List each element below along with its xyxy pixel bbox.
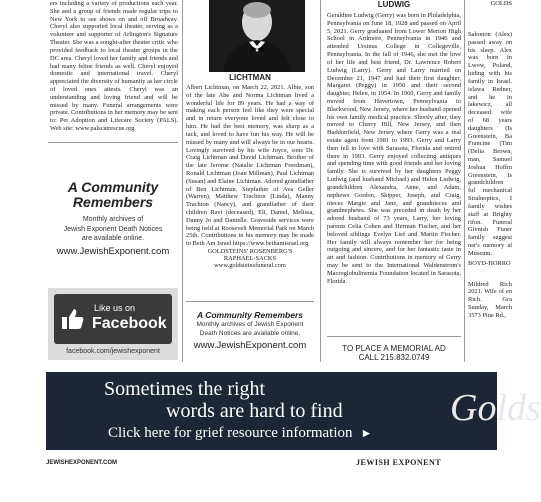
- thumbs-up-icon: [60, 306, 86, 332]
- column-rule: [464, 0, 465, 362]
- funeral-home-name: GOLDSTEINS' ROSENBERG'S: [207, 248, 293, 256]
- obituary-name: LICHTMAN: [229, 73, 271, 82]
- funeral-home-url[interactable]: www.goldsteinsfuneral.com: [214, 262, 286, 270]
- facebook-ad[interactable]: [48, 288, 178, 360]
- divider: [48, 142, 178, 143]
- grief-resource-banner[interactable]: [46, 372, 541, 450]
- promo-text-line2: Jewish Exponent Death Notices: [63, 225, 163, 233]
- footer-site-url: JEWISHEXPONENT.COM: [46, 460, 118, 466]
- banner-cta-text: Click here for grief resource information: [108, 425, 353, 441]
- arrow-right-icon: ►: [360, 426, 373, 440]
- lichtman-photo: [209, 0, 305, 72]
- obituary-text-2: Mildred Rich 2021. Wife of en Rich. Gra Sunday, March 3573 Pine Rd.,: [468, 280, 512, 319]
- promo-text-line1: Monthly archives of Jewish Exponent: [196, 321, 304, 328]
- ludwig-obituary: [327, 0, 461, 330]
- obituary-name: LUDWIG: [377, 0, 411, 9]
- column-rule: [320, 0, 321, 362]
- obituary-column-4: [468, 0, 512, 365]
- banner-logo: Golds: [450, 387, 541, 429]
- funeral-home-fragment: GOLDS: [490, 0, 512, 7]
- promo-text-line2: Death Notices are available online.: [199, 330, 301, 338]
- promo-title: A Community Remembers: [197, 310, 303, 320]
- obituary-text: Geraldine Ludwig (Gerry) was born in Philadelphia, Pennsylvania on June 18, 1928 and passed on April 5, 2021. Gerry graduated from Lower Merion High School in Ardmore, Pennsylvania in 1946 and attended Ursinus College in Collegeville, Pennsylvania. In the fall of 1946, she met the love of her life and best friend, Dr. Lawrence Robert Ludwig (Larry). Gerry and Larry married on December 21, 1947 and had their first daughter, Margaret (Peggy) in 1950 and their second daughter, Helen, in 1954. In 1960, Gerry and family moved from Havertown, Pennsylvania to Blackwood, New Jersey, where her husband opened his own family medical practice. Shortly after, they moved to Cherry Hill, New Jersey, and then Haddonfield, New Jersey where Gerry was a real estate agent from 1981 to 1993. Gerry and Larry then fell in love with Sarasota, Florida and retired there in 1993. Gerry enjoyed collecting antiques and spending time with good friends and her loving family. She is survived by her daughters Peggy Ludwig (and husband Michael) and Helen Ludwig, grandchildren Alexandra, Anne, and Adam, nephews Gordon, Skipper, Joseph, and Craig, nieces Margie and Jane, and grandnieces and grandnephews. She was preceded in death by her adored husband of 73 years, Larry, her loving parents Celia Cohen and Herman Fischer, and her beloved siblings Evelyn Lief and Martin Fischer. Her family will always remember her for being outgoing and sincere, and for her fantastic taste in art and fashion. Contributions in memory of Gerry may be sent to the International Waldenstrom's Macroglobulinemia Foundation located in Sarasota, Florida.: [327, 12, 461, 285]
- obituary-text: ers including a variety of productions each year. She and a group of friends made regular trips to New York to see shows on and off Broadway. Cheryl also supported local theater, serving as a volunteer and supporter of Arlington's Signature Theater. She was a sought-after theater critic who provided feedback to local theater groups in the DC area. Cheryl loved her family and friends and had many feline friends as well. Cheryl enjoyed domestic and international travel. Cheryl appreciated the diversity of humanity as her circle of loved ones attests. Cheryl was an understanding and loving friend and will be missed by many. Funeral arrangements were private. Contributions in her memory may be sent to: Pet Adoption and Lifecare Society (PALS). Web site: www.palscatrescue.org: [50, 0, 178, 132]
- banner-cta-link[interactable]: [108, 424, 372, 442]
- funeral-home-name: BOYD-HORRO: [468, 259, 511, 267]
- funeral-home-name-2: RAPHAEL-SACKS: [223, 255, 277, 263]
- promo-title-line2: Remembers: [72, 194, 154, 211]
- like-us-text: Like us on: [94, 303, 136, 313]
- facebook-brand: Facebook: [92, 315, 167, 332]
- obituary-text: Albert Lichtman, on March 22, 2021. Albie, son of the late Abe and Norma Lichtman lived a wonderful life for 89 years. He had a way of making each person feel like they were special and in return everyone loved and felt close to him. He had the best memory, was sharp as a tack, and loved to have fun his way. He will be missed by many and will always be in our hearts. Lovingly survived by his wife Joyce, sons Dr. Craig Lichtman and David Lichtman. Brother of the late Jerome (Natalie Lichtman Freedman), Ronald Lichtman (Joan Millman), Paul Lichtman (Susan) and Elaine Lichtman. Adored grandfather of Ben Lichtman. Stepfather of Ava Geller (Warren), Matthew Trachton (Linda), Manny Trachton (Nancy), and grandfather of their children Ravi (deceased), Eli, Daniel, Melissa, Danny Jo and Danielle. Graveside services were being held at Roosevelt Memorial Park on March 25th. Contributions in his memory may be made to Beth Am Israel https://www.bethamisrael.org: [186, 84, 314, 248]
- obituary-text: Salomon (Alex) passed away on his sleep. Alex was born in Lwow, Poland, hiding with his family in Israel. islawa Redner, and he in lakewicz, all deceased. wife of 68 years daughters (Is Greenstein, Ba Francine (Tim (Delia Brown, man, Samuel Joshua Hoffm Greenstein, Is grandchildren ful mechanical Stralnoptics, I family wishes staff at Brighty rifon. Funeral Givnish Funer family suggest ner's memory al Museum.: [468, 31, 512, 257]
- obituary-column-1: [50, 0, 178, 140]
- promo-title-line1: A Community: [67, 179, 159, 195]
- facebook-url[interactable]: facebook.com/jewishexponent: [66, 348, 160, 355]
- banner-line2: words are hard to find: [166, 400, 343, 422]
- divider: [186, 301, 314, 302]
- banner-line1: Sometimes the right: [104, 378, 266, 400]
- facebook-button[interactable]: [54, 294, 172, 344]
- memorial-ad-box[interactable]: [327, 336, 461, 367]
- lichtman-obituary: [186, 73, 314, 297]
- memorial-ad-line1: TO PLACE A MEMORIAL AD: [342, 344, 446, 353]
- memorial-ad-phone: CALL 215.832.0749: [358, 353, 430, 362]
- promo-text-line1: Monthly archives of: [82, 215, 144, 223]
- promo-text-line3: are available online.: [81, 235, 145, 243]
- column-rule: [182, 0, 183, 362]
- promo-url[interactable]: www.JewishExponent.com: [56, 246, 170, 258]
- promo-url[interactable]: www.JewishExponent.com: [193, 340, 307, 352]
- community-remembers-promo-mid[interactable]: [186, 310, 314, 351]
- footer-publication-name: JEWISH EXPONENT: [356, 458, 442, 467]
- community-remembers-promo[interactable]: [48, 180, 178, 257]
- portrait-image: [209, 0, 305, 72]
